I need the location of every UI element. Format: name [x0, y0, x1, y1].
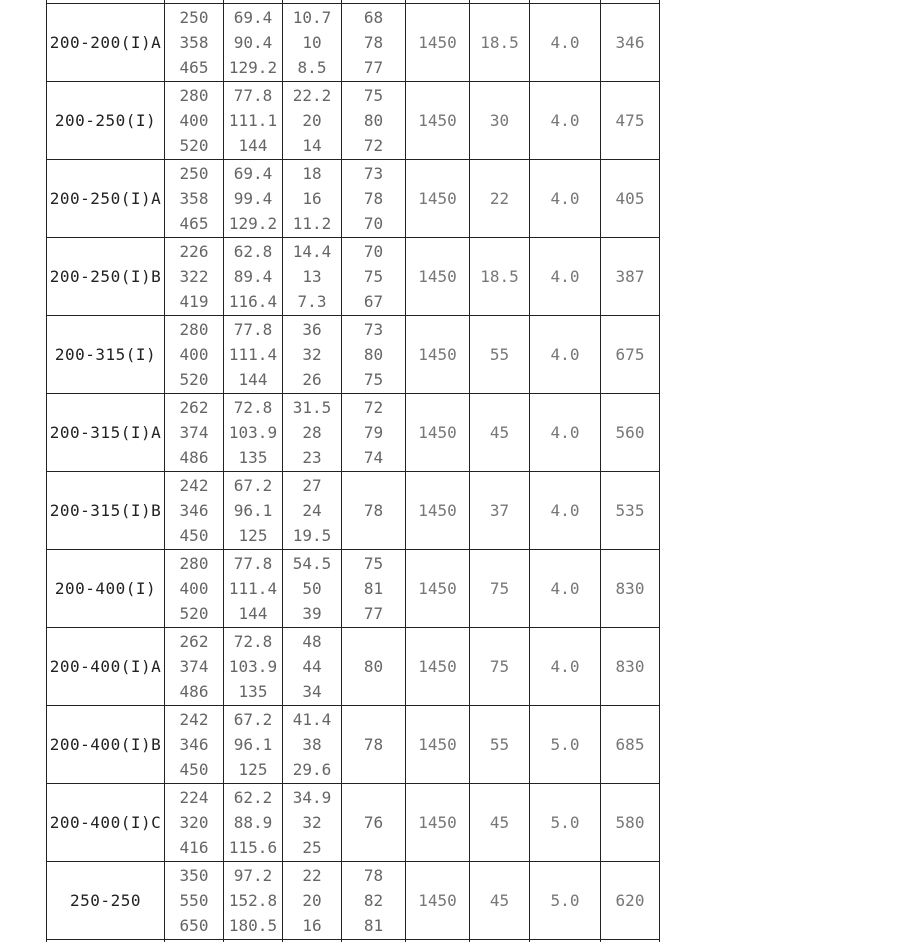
flow-ls-cell-value: 111.4 [228, 578, 278, 598]
flow-m3h-cell-value: 486 [179, 681, 209, 701]
flow-m3h-cell-value: 320 [179, 812, 209, 832]
table-row [47, 862, 660, 940]
efficiency-cell-value: 75 [363, 369, 384, 389]
flow-ls-cell-value: 129.2 [228, 213, 278, 233]
flow-m3h-cell-value: 520 [179, 135, 209, 155]
flow-m3h-cell [165, 472, 224, 550]
head-cell [283, 784, 342, 862]
table-row [47, 82, 660, 160]
flow-m3h-cell-value: 226 [179, 241, 209, 261]
flow-m3h-cell-value: 322 [179, 266, 209, 286]
flow-ls-cell-value: 77.8 [233, 85, 273, 105]
model-cell: 200-315(I)A [47, 394, 165, 472]
npsh-cell: 5.0 [530, 862, 601, 940]
efficiency-cell-value: 72 [363, 397, 384, 417]
npsh-cell: 4.0 [530, 550, 601, 628]
speed-cell: 1450 [406, 82, 470, 160]
model-cell: 200-250(I)A [47, 160, 165, 238]
weight-cell: 475 [601, 82, 660, 160]
npsh-cell: 4.0 [530, 472, 601, 550]
head-cell-value: 29.6 [292, 759, 332, 779]
head-cell-value: 7.3 [297, 291, 327, 311]
power-cell: 45 [470, 862, 530, 940]
flow-m3h-cell-value: 416 [179, 837, 209, 857]
model-cell: 200-315(I)B [47, 472, 165, 550]
flow-m3h-cell-value: 224 [179, 787, 209, 807]
weight-cell: 675 [601, 316, 660, 394]
efficiency-cell-value: 75 [363, 85, 384, 105]
head-cell [283, 160, 342, 238]
efficiency-cell-value: 80 [363, 656, 384, 676]
flow-ls-cell-value: 103.9 [228, 422, 278, 442]
head-cell-value: 32 [302, 812, 322, 832]
flow-ls-cell-value: 72.8 [233, 631, 273, 651]
power-cell: 75 [470, 628, 530, 706]
flow-ls-cell-value: 125 [238, 525, 268, 545]
head-cell-value: 10 [302, 32, 322, 52]
flow-ls-cell-value: 69.4 [233, 163, 273, 183]
table-row [47, 316, 660, 394]
npsh-cell: 4.0 [530, 238, 601, 316]
head-cell-value: 31.5 [292, 397, 332, 417]
flow-ls-cell-value: 135 [238, 681, 268, 701]
table-row [47, 394, 660, 472]
efficiency-cell-value: 75 [363, 553, 384, 573]
efficiency-cell [342, 784, 406, 862]
flow-ls-cell-value: 67.2 [233, 475, 273, 495]
flow-m3h-cell [165, 862, 224, 940]
flow-ls-cell-value: 116.4 [228, 291, 278, 311]
efficiency-cell-value: 78 [363, 734, 384, 754]
head-cell [283, 394, 342, 472]
flow-ls-cell-value: 125 [238, 759, 268, 779]
flow-m3h-cell-value: 650 [179, 915, 209, 935]
efficiency-cell-value: 82 [363, 890, 384, 910]
head-cell-value: 26 [302, 369, 322, 389]
power-cell: 22 [470, 160, 530, 238]
flow-m3h-cell-value: 280 [179, 553, 209, 573]
speed-cell: 1450 [406, 706, 470, 784]
npsh-cell: 5.0 [530, 706, 601, 784]
head-cell-value: 20 [302, 890, 322, 910]
efficiency-cell [342, 394, 406, 472]
flow-ls-cell [224, 160, 283, 238]
head-cell [283, 316, 342, 394]
pump-spec-table [46, 0, 660, 942]
efficiency-cell-value: 70 [363, 241, 384, 261]
head-cell [283, 706, 342, 784]
flow-m3h-cell-value: 346 [179, 500, 209, 520]
flow-ls-cell-value: 62.8 [233, 241, 273, 261]
head-cell [283, 862, 342, 940]
efficiency-cell-value: 81 [363, 578, 384, 598]
flow-ls-cell-value: 144 [238, 603, 268, 623]
speed-cell: 1450 [406, 160, 470, 238]
flow-m3h-cell-value: 280 [179, 85, 209, 105]
efficiency-cell [342, 82, 406, 160]
speed-cell: 1450 [406, 238, 470, 316]
flow-ls-cell-value: 111.4 [228, 344, 278, 364]
head-cell-value: 22 [302, 865, 322, 885]
flow-ls-cell [224, 628, 283, 706]
weight-cell: 620 [601, 862, 660, 940]
flow-ls-cell-value: 97.2 [233, 865, 273, 885]
flow-m3h-cell-value: 486 [179, 447, 209, 467]
flow-m3h-cell [165, 4, 224, 82]
head-cell [283, 550, 342, 628]
power-cell: 37 [470, 472, 530, 550]
flow-ls-cell-value: 96.1 [233, 734, 273, 754]
flow-ls-cell [224, 706, 283, 784]
head-cell-value: 14.4 [292, 241, 332, 261]
efficiency-cell-value: 78 [363, 865, 384, 885]
weight-cell: 405 [601, 160, 660, 238]
flow-m3h-cell [165, 316, 224, 394]
npsh-cell: 4.0 [530, 628, 601, 706]
speed-cell: 1450 [406, 628, 470, 706]
head-cell-value: 10.7 [292, 7, 332, 27]
flow-ls-cell-value: 62.2 [233, 787, 273, 807]
efficiency-cell-value: 78 [363, 32, 384, 52]
head-cell-value: 14 [302, 135, 322, 155]
flow-m3h-cell-value: 400 [179, 344, 209, 364]
flow-m3h-cell-value: 450 [179, 759, 209, 779]
efficiency-cell-value: 79 [363, 422, 384, 442]
table-row [47, 628, 660, 706]
flow-ls-cell-value: 103.9 [228, 656, 278, 676]
table-row [47, 238, 660, 316]
flow-ls-cell-value: 89.4 [233, 266, 273, 286]
weight-cell: 580 [601, 784, 660, 862]
flow-ls-cell-value: 180.5 [228, 915, 278, 935]
flow-m3h-cell [165, 706, 224, 784]
efficiency-cell [342, 550, 406, 628]
flow-ls-cell [224, 4, 283, 82]
flow-m3h-cell-value: 374 [179, 422, 209, 442]
head-cell-value: 24 [302, 500, 322, 520]
flow-ls-cell-value: 144 [238, 369, 268, 389]
head-cell-value: 16 [302, 188, 322, 208]
head-cell-value: 18 [302, 163, 322, 183]
table-row [47, 784, 660, 862]
head-cell-value: 19.5 [292, 525, 332, 545]
power-cell: 30 [470, 82, 530, 160]
power-cell: 18.5 [470, 238, 530, 316]
head-cell-value: 34.9 [292, 787, 332, 807]
head-cell-value: 39 [302, 603, 322, 623]
power-cell: 45 [470, 784, 530, 862]
flow-m3h-cell-value: 400 [179, 578, 209, 598]
weight-cell: 535 [601, 472, 660, 550]
efficiency-cell [342, 628, 406, 706]
flow-m3h-cell [165, 238, 224, 316]
efficiency-cell [342, 862, 406, 940]
efficiency-cell [342, 316, 406, 394]
efficiency-cell-value: 68 [363, 7, 384, 27]
model-cell: 200-400(I) [47, 550, 165, 628]
head-cell-value: 41.4 [292, 709, 332, 729]
speed-cell: 1450 [406, 394, 470, 472]
weight-cell: 830 [601, 550, 660, 628]
flow-m3h-cell-value: 465 [179, 57, 209, 77]
model-cell: 250-250 [47, 862, 165, 940]
efficiency-cell-value: 67 [363, 291, 384, 311]
flow-m3h-cell-value: 374 [179, 656, 209, 676]
efficiency-cell-value: 74 [363, 447, 384, 467]
flow-ls-cell [224, 784, 283, 862]
head-cell-value: 32 [302, 344, 322, 364]
head-cell-value: 54.5 [292, 553, 332, 573]
efficiency-cell [342, 706, 406, 784]
flow-ls-cell-value: 72.8 [233, 397, 273, 417]
head-cell-value: 34 [302, 681, 322, 701]
power-cell: 75 [470, 550, 530, 628]
flow-ls-cell-value: 99.4 [233, 188, 273, 208]
efficiency-cell-value: 80 [363, 110, 384, 130]
efficiency-cell-value: 78 [363, 188, 384, 208]
head-cell-value: 8.5 [297, 57, 327, 77]
flow-m3h-cell-value: 346 [179, 734, 209, 754]
flow-m3h-cell-value: 350 [179, 865, 209, 885]
flow-ls-cell [224, 316, 283, 394]
efficiency-cell [342, 238, 406, 316]
model-cell: 200-250(I) [47, 82, 165, 160]
efficiency-cell-value: 78 [363, 500, 384, 520]
flow-ls-cell-value: 77.8 [233, 319, 273, 339]
head-cell-value: 48 [302, 631, 322, 651]
flow-m3h-cell-value: 520 [179, 369, 209, 389]
flow-ls-cell-value: 135 [238, 447, 268, 467]
efficiency-cell-value: 72 [363, 135, 384, 155]
flow-m3h-cell-value: 520 [179, 603, 209, 623]
npsh-cell: 4.0 [530, 316, 601, 394]
weight-cell: 560 [601, 394, 660, 472]
table-row [47, 706, 660, 784]
flow-m3h-cell [165, 160, 224, 238]
flow-ls-cell [224, 394, 283, 472]
efficiency-cell-value: 80 [363, 344, 384, 364]
flow-ls-cell-value: 90.4 [233, 32, 273, 52]
flow-ls-cell-value: 152.8 [228, 890, 278, 910]
head-cell-value: 22.2 [292, 85, 332, 105]
flow-ls-cell-value: 88.9 [233, 812, 273, 832]
flow-m3h-cell-value: 450 [179, 525, 209, 545]
power-cell: 55 [470, 316, 530, 394]
speed-cell: 1450 [406, 784, 470, 862]
flow-m3h-cell [165, 394, 224, 472]
flow-ls-cell-value: 96.1 [233, 500, 273, 520]
model-cell: 200-200(I)A [47, 4, 165, 82]
efficiency-cell-value: 77 [363, 57, 384, 77]
efficiency-cell-value: 77 [363, 603, 384, 623]
flow-ls-cell-value: 67.2 [233, 709, 273, 729]
flow-m3h-cell-value: 250 [179, 163, 209, 183]
speed-cell: 1450 [406, 550, 470, 628]
flow-m3h-cell-value: 250 [179, 7, 209, 27]
flow-ls-cell-value: 144 [238, 135, 268, 155]
pump-spec-table-body [47, 0, 660, 942]
weight-cell: 346 [601, 4, 660, 82]
weight-cell: 685 [601, 706, 660, 784]
speed-cell: 1450 [406, 316, 470, 394]
power-cell: 18.5 [470, 4, 530, 82]
flow-m3h-cell-value: 280 [179, 319, 209, 339]
speed-cell: 1450 [406, 472, 470, 550]
head-cell-value: 25 [302, 837, 322, 857]
efficiency-cell-value: 70 [363, 213, 384, 233]
head-cell-value: 36 [302, 319, 322, 339]
table-row [47, 550, 660, 628]
efficiency-cell-value: 73 [363, 319, 384, 339]
table-row [47, 4, 660, 82]
head-cell-value: 13 [302, 266, 322, 286]
weight-cell: 830 [601, 628, 660, 706]
flow-ls-cell [224, 82, 283, 160]
flow-ls-cell [224, 472, 283, 550]
weight-cell: 387 [601, 238, 660, 316]
head-cell-value: 20 [302, 110, 322, 130]
head-cell-value: 50 [302, 578, 322, 598]
speed-cell: 1450 [406, 4, 470, 82]
model-cell: 200-400(I)C [47, 784, 165, 862]
model-cell: 200-400(I)A [47, 628, 165, 706]
flow-m3h-cell-value: 465 [179, 213, 209, 233]
flow-m3h-cell [165, 550, 224, 628]
flow-ls-cell-value: 77.8 [233, 553, 273, 573]
head-cell-value: 28 [302, 422, 322, 442]
power-cell: 55 [470, 706, 530, 784]
efficiency-cell-value: 73 [363, 163, 384, 183]
npsh-cell: 4.0 [530, 160, 601, 238]
power-cell: 45 [470, 394, 530, 472]
head-cell-value: 44 [302, 656, 322, 676]
flow-m3h-cell-value: 242 [179, 475, 209, 495]
head-cell-value: 16 [302, 915, 322, 935]
efficiency-cell [342, 160, 406, 238]
flow-m3h-cell-value: 550 [179, 890, 209, 910]
flow-m3h-cell-value: 358 [179, 188, 209, 208]
head-cell [283, 628, 342, 706]
flow-m3h-cell [165, 82, 224, 160]
flow-m3h-cell [165, 628, 224, 706]
efficiency-cell [342, 4, 406, 82]
efficiency-cell-value: 76 [363, 812, 384, 832]
flow-ls-cell-value: 69.4 [233, 7, 273, 27]
flow-ls-cell [224, 862, 283, 940]
model-cell: 200-315(I) [47, 316, 165, 394]
head-cell-value: 11.2 [292, 213, 332, 233]
efficiency-cell-value: 81 [363, 915, 384, 935]
head-cell [283, 238, 342, 316]
flow-ls-cell-value: 111.1 [228, 110, 278, 130]
head-cell-value: 23 [302, 447, 322, 467]
flow-m3h-cell-value: 358 [179, 32, 209, 52]
head-cell-value: 27 [302, 475, 322, 495]
flow-ls-cell [224, 550, 283, 628]
npsh-cell: 4.0 [530, 4, 601, 82]
flow-ls-cell-value: 129.2 [228, 57, 278, 77]
table-row [47, 472, 660, 550]
flow-m3h-cell-value: 262 [179, 397, 209, 417]
flow-m3h-cell-value: 419 [179, 291, 209, 311]
flow-m3h-cell-value: 242 [179, 709, 209, 729]
efficiency-cell [342, 472, 406, 550]
flow-ls-cell [224, 238, 283, 316]
npsh-cell: 4.0 [530, 394, 601, 472]
flow-ls-cell-value: 115.6 [228, 837, 278, 857]
head-cell [283, 4, 342, 82]
npsh-cell: 4.0 [530, 82, 601, 160]
head-cell [283, 472, 342, 550]
efficiency-cell-value: 75 [363, 266, 384, 286]
table-row [47, 160, 660, 238]
model-cell: 200-250(I)B [47, 238, 165, 316]
flow-m3h-cell [165, 784, 224, 862]
flow-m3h-cell-value: 400 [179, 110, 209, 130]
model-cell: 200-400(I)B [47, 706, 165, 784]
npsh-cell: 5.0 [530, 784, 601, 862]
flow-m3h-cell-value: 262 [179, 631, 209, 651]
speed-cell: 1450 [406, 862, 470, 940]
head-cell [283, 82, 342, 160]
head-cell-value: 38 [302, 734, 322, 754]
